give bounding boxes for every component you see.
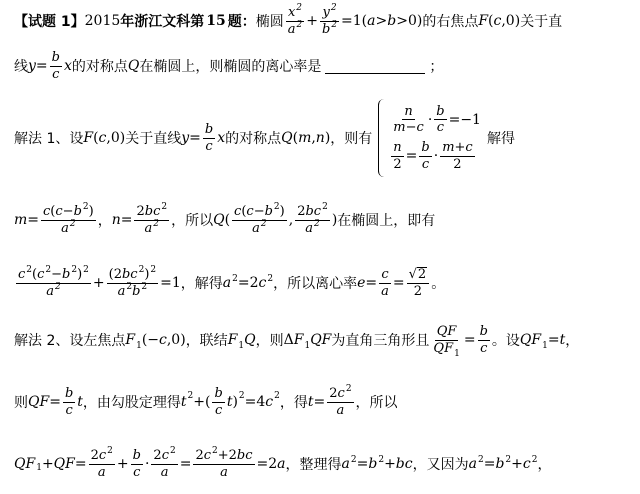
problem-text-focus: 的右焦点 (422, 14, 479, 30)
method1-text-on-ellipse: 在椭圆上，即有 (337, 213, 436, 229)
method2-intro: 解法 2、设左焦点 (14, 333, 126, 349)
method1-line-1: 解法 1、设 F(c,0) 关于直线 y = $\frac{b}{c}$ x 的对称点 Q(m,n) ，则有 $\frac{n}{m-c}$ · $\frac{b}{c}$ =−1 $\frac{n}{2}$ = $\frac{b}{c}$ · $\frac{m+c}{2}$ 解得 (14, 96, 515, 180)
method1-text-then: ，则有 (330, 131, 373, 147)
method2-comma: ， (565, 333, 580, 349)
method2-text-then: ，则 (255, 333, 284, 349)
method2-text-then2: 则 (14, 395, 28, 411)
method1-text-symmetric: 的对称点 (225, 131, 282, 147)
method1-intro: 解法 1、设 (14, 131, 84, 147)
problem-text-about: 关于直 (520, 14, 563, 30)
problem-suffix: 题： (227, 14, 256, 30)
problem-text-line: 线 (14, 59, 28, 75)
problem-text-question: 在椭圆上，则椭圆的离心率是 (139, 59, 322, 75)
method1-period: 。 (431, 276, 446, 292)
method2-text-pythagoras: ，由勾股定理得 (82, 395, 181, 411)
method1-text-about-line: 关于直线 (125, 131, 182, 147)
method1-text-so: ，所以 (171, 213, 214, 229)
problem-tag (14, 11, 85, 31)
point-q: Q (127, 58, 140, 74)
equation-system: $\frac{n}{m-c}$ · $\frac{b}{c}$ =−1 $\frac{n}{2}$ = $\frac{b}{c}$ · $\frac{m+c}{2}$ (378, 99, 481, 177)
method2-comma-end: ， (537, 457, 552, 473)
line-equation: y = $\frac{b}{c}$ x (28, 49, 72, 82)
method2-line-2: 则 QF = $\frac{b}{c}$ t ，由勾股定理得 t 2 +( $\frac{b}{c}$ t ) 2 =4 c 2 ，得 t = $\frac{2c^2}{a}$ ，所以 (14, 383, 398, 418)
problem-source: 年浙江文科第 (120, 14, 205, 30)
method2-text-right-triangle: 为直角三角形且 (331, 333, 430, 349)
focus-point: F (478, 13, 489, 29)
method1-line-3: $\frac{c^2(c^2-b^2)^2}{a^2}$ + $\frac{(2bc^2)^2}{a^2b^2}$ =1 ，解得 $a^2=2c^2$ ，所以离心率 e = $\frac{c}{a}$ = √ 2 2 。 (18, 264, 446, 299)
problem-text-end: ； (429, 59, 444, 75)
method1-text-eccentricity: ，所以离心率 (273, 276, 358, 292)
answer-blank (325, 59, 425, 74)
method2-line-1: 解法 2、设左焦点 $F_1(-c,0)$ ，联结 $F_1Q$ ，则 $\Delta F_1QF$ 为直角三角形且 $\frac{QF}{QF_1}$ = $\frac{b}{c}$ 。设 $QF_1=t$ ， (14, 323, 580, 359)
method1-text-solved: ，解得 (180, 276, 223, 292)
method2-text-get: ，得 (279, 395, 308, 411)
method1-line-2: m = $\frac{c(c-b^2)}{a^2}$ ， n = $\frac{2bc^2}{a^2}$ ，所以 Q ( $\frac{c(c-b^2)}{a^2}$ , $\frac{2bc^2}{a^2}$ ) 在椭圆上，即有 (14, 201, 436, 236)
problem-number: 15 (206, 13, 226, 29)
method2-text-simplify: ，整理得 (285, 457, 342, 473)
tag-open: 【 (14, 14, 28, 30)
ellipse-equation: $\frac{x^2}{a^2}$ + $\frac{y^2}{b^2}$ =1( a > b >0) (287, 2, 423, 37)
method2-text-connect: ，联结 (185, 333, 228, 349)
method2-text-since: ，又因为 (412, 457, 469, 473)
method2-text-so: ，所以 (355, 395, 398, 411)
problem-line-2 (14, 48, 443, 84)
tag-label: 试题 1 (28, 14, 71, 30)
problem-text-ellipse: 椭圆 (255, 14, 284, 30)
method2-text-let: 。设 (491, 333, 520, 349)
method1-text-solve: 解得 (486, 131, 515, 147)
method1-comma: ， (97, 213, 112, 229)
problem-line-1: 【试题 1】 2015 年浙江文科第 15 题： 椭圆 $\frac{x^2}{a^2}$ + $\frac{y^2}{b^2}$ =1( a > b >0) 的右焦点 F ( c ,0) 关于直 (14, 2, 563, 37)
problem-year: 2015 (84, 13, 121, 29)
method2-line-3: QF 1 + QF = $\frac{2c^2}{a}$ + $\frac{b}{c}$ · $\frac{2c^2}{a}$ = $\frac{2c^2+2bc}{a}$ =2 a ，整理得 $a^2=b^2+bc$ ，又因为 $a^2=b^2+c^2$ ， (14, 445, 552, 480)
tag-close: 】 (70, 14, 85, 30)
problem-text-symmetric: 的对称点 (71, 59, 128, 75)
